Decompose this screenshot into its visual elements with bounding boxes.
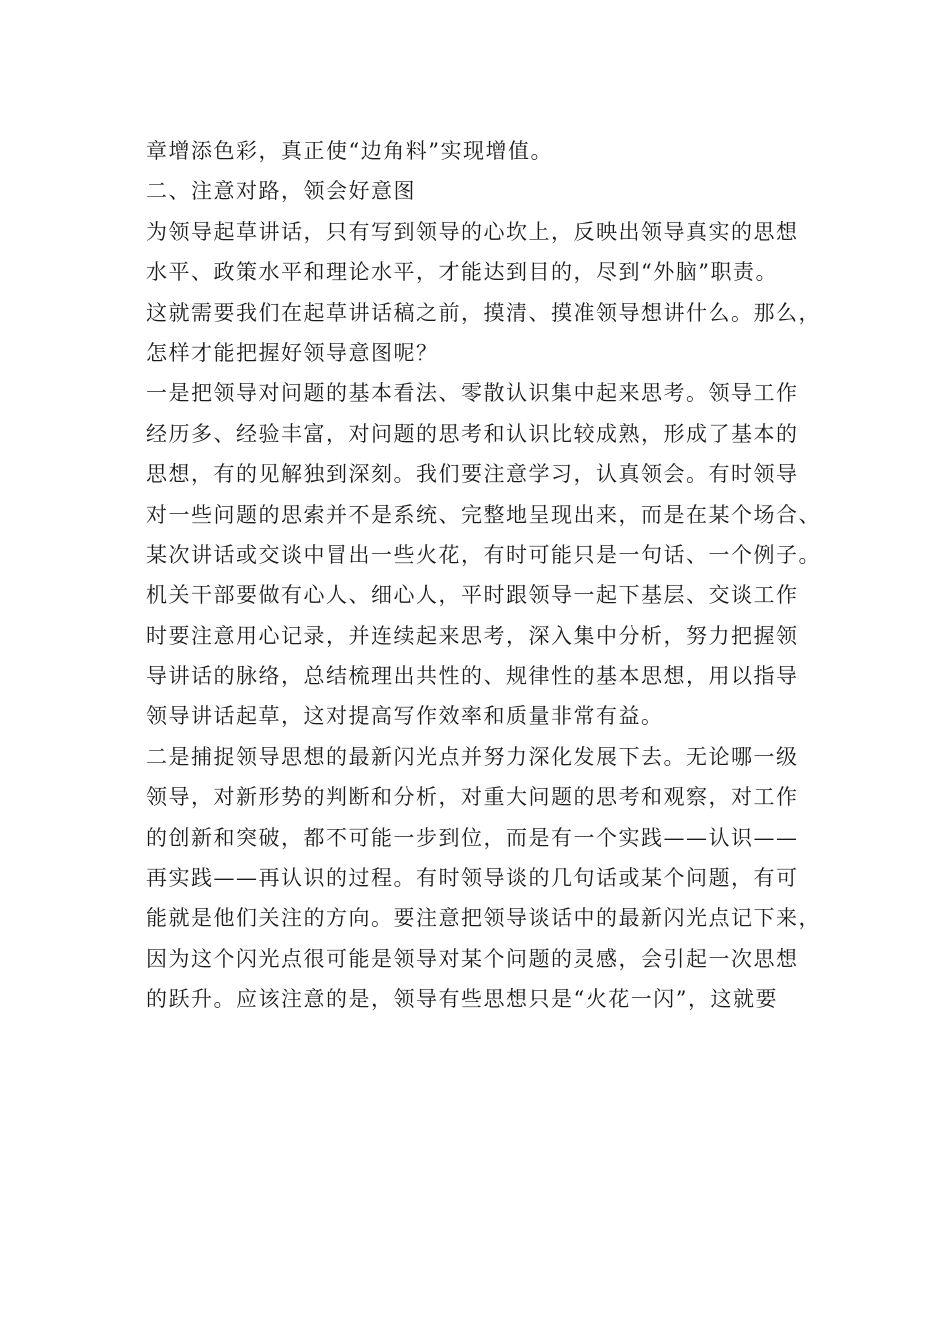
text-line: 能就是他们关注的方向。要注意把领导谈话中的最新闪光点记下来， — [146, 906, 821, 931]
text-line: 因为这个闪光点很可能是领导对某个问题的灵感，会引起一次思想 — [146, 946, 799, 971]
text-line: 章增添色彩，真正使“边角料”实现增值。 — [146, 139, 553, 163]
text-line: 为领导起草讲话，只有写到领导的心坎上，反映出领导真实的思想 — [146, 219, 799, 244]
text-line: 导讲话的脉络，总结梳理出共性的、规律性的基本思想，用以指导 — [146, 664, 799, 689]
text-line: 时要注意用心记录，并连续起来思考，深入集中分析，努力把握领 — [146, 623, 799, 648]
text-line: 这就需要我们在起草讲话稿之前，摸清、摸准领导想讲什么。那么， — [146, 300, 821, 325]
text-line: 经历多、经验丰富，对问题的思考和认识比较成熟，形成了基本的 — [146, 421, 799, 446]
text-line: 的创新和突破，都不可能一步到位，而是有一个实践——认识—— — [146, 825, 799, 850]
section-heading: 二、注意对路，领会好意图 — [146, 179, 416, 204]
text-line: 机关干部要做有心人、细心人，平时跟领导一起下基层、交谈工作 — [146, 583, 799, 608]
text-line: 某次讲话或交谈中冒出一些火花，有时可能只是一句话、一个例子。 — [146, 542, 821, 567]
text-line: 领导讲话起草，这对提高写作效率和质量非常有益。 — [146, 704, 664, 729]
text-line: 再实践——再认识的过程。有时领导谈的几句话或某个问题，有可 — [146, 866, 799, 891]
text-line: 怎样才能把握好领导意图呢？ — [146, 340, 439, 365]
text-line: 思想，有的见解独到深刻。我们要注意学习，认真领会。有时领导 — [146, 462, 799, 487]
text-line: 二是捕捉领导思想的最新闪光点并努力深化发展下去。无论哪一级 — [146, 744, 799, 769]
text-line: 领导，对新形势的判断和分析，对重大问题的思考和观察，对工作 — [146, 785, 799, 810]
text-line: 的跃升。应该注意的是，领导有些思想只是“火花一闪”，这就要 — [146, 987, 778, 1012]
text-line: 对一些问题的思索并不是系统、完整地呈现出来，而是在某个场合、 — [146, 502, 821, 527]
body-text — [146, 131, 836, 1020]
text-line: 水平、政策水平和理论水平，才能达到目的，尽到“外脑”职责。 — [146, 260, 778, 285]
text-line: 一是把领导对问题的基本看法、零散认识集中起来思考。领导工作 — [146, 381, 799, 406]
